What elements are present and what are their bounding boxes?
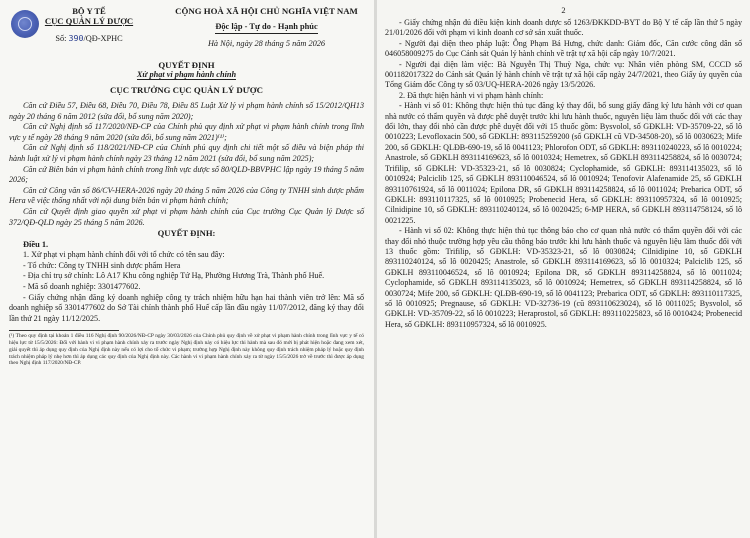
date-month: 5 bbox=[285, 39, 291, 48]
official-seal-icon bbox=[11, 10, 39, 38]
date-month-label: tháng bbox=[264, 39, 284, 48]
article-1-heading: Điều 1. bbox=[23, 240, 49, 250]
decision-subtitle-text: Xử phạt vi phạm hành chính bbox=[136, 70, 237, 79]
page-2 bbox=[377, 0, 750, 538]
page-1 bbox=[0, 0, 374, 538]
organization-address: - Địa chỉ trụ sở chính: Lô A17 Khu công nghiệp Tứ Hạ, Phường Hương Trà, Thành phố Huế. bbox=[23, 271, 325, 281]
violations-heading: 2. Đã thực hiện hành vi vi phạm hành chính: bbox=[399, 90, 544, 100]
footnote: (¹) Theo quy định tại khoản 1 điều 116 Nghị định 90/2026/NĐ-CP ngày 30/03/2026 của Chính phủ quy định về xử phạt vi phạm hành chính trong lĩnh vực y tế có hiệu lực từ 15/5/2026: Đối với hành vi vi phạm hành chính xảy ra trước ngày Nghị định này có hiệu lực thi hành mà sau đó mới bị phát hiện hoặc đang xem xét, giải quyết thì áp dụng quy định của Nghị định này nếu có lợi cho tổ chức vi phạm; trường hợp Nghị định này không quy định trách nhiệm pháp lý hoặc quy định trách nhiệm pháp lý nhẹ hơn thì áp dụng các quy định của Nghị định này. Các hành vi vi phạm hành chính xảy ra từ ngày 15/5/2026 trở về trước thì được áp dụng theo Nghị định 117/2020/NĐ-CP. bbox=[9, 333, 364, 367]
organization-name: - Tổ chức: Công ty TNHH sinh dược phẩm Hera bbox=[23, 260, 181, 270]
issuing-authority: CỤC TRƯỞNG CỤC QUẢN LÝ DƯỢC bbox=[110, 85, 263, 95]
pharma-business-certificate: - Giấy chứng nhận đủ điều kiện kinh doanh dược số 1263/ĐKKDD-BYT do Bộ Y tế cấp lần thứ 5 ngày 21/01/2026 đối với phạm vi kinh doanh cơ sở sản xuất thuốc. bbox=[385, 18, 742, 38]
issuer-block bbox=[9, 6, 169, 43]
enterprise-code: - Mã số doanh nghiệp: 3301477602. bbox=[23, 281, 141, 291]
doc-no-prefix: Số: bbox=[55, 34, 67, 43]
date-year: năm 2026 bbox=[292, 39, 326, 48]
nation-title: CỘNG HOÀ XÃ HỘI CHỦ NGHĨA VIỆT NAM bbox=[175, 6, 358, 16]
decision-subtitle bbox=[9, 70, 364, 79]
issue-date bbox=[169, 39, 364, 48]
legal-basis-6: Căn cứ Quyết định giao quyền xử phạt vi phạm hành chính của Cục trưởng Cục Quản lý Dược số 372/QĐ-QLD ngày 25 tháng 5 năm 2026. bbox=[9, 206, 364, 227]
date-day: 28 bbox=[254, 39, 263, 48]
working-representative: - Người đại diện làm việc: Bà Nguyễn Thị Thuỳ Nga, chức vụ: Nhân viên phòng SM, CCCD số 001182017322 do Cảnh sát Quản lý hành chính về trật tự xã hội cấp ngày 24/7/2021, theo Giấy ủy quyền của Tổng Giám đốc Công ty số 03/UQ-HERA-2026 ngày 13/5/2026. bbox=[385, 59, 742, 90]
national-block bbox=[169, 6, 364, 48]
document-header bbox=[9, 6, 364, 58]
agency-row bbox=[9, 16, 169, 29]
date-prefix: Hà Nội, ngày bbox=[207, 39, 253, 48]
doc-no-handwritten: 390 bbox=[68, 33, 84, 43]
violation-2: - Hành vi số 02: Không thực hiện thủ tục thông báo cho cơ quan nhà nước có thẩm quyền đối với các thay đổi nhỏ thuộc trường hợp yêu cầu thông báo trước khi lưu hành thuốc và nguyên liệu làm thuốc đối với 13 thuốc gồm: Trifilip, số GĐKLH: VD-35323-21, số lô 0030824; Cilnidipine 10, số GĐKLH 893110240124, số lô 0020425; Anastrole, số GĐKLH 893114169623, số lô 0010324; Palciclib 125, số GĐKLH 893110046524, số lô 0010924; Epilona DR, số GĐKLH 893114258824, số lô 0011024; Cyclophamide, số GĐKLH 893114135023, số lô 0010924; Hemetrex, số GĐKLH 893114258824, số lô 0030724; Mife 200, số GĐKLH: QLĐB-690-19, số lô 0041123; Prebarica ODT, số GĐKLH: 893110117325, số lô 0010925; Pregnause, số GĐKLH: VD-32736-19 (cũ 893110623024), số lô 0011025; Bysvolol, số GĐKLH: VD-35709-22, số lô 0010223; Heraprostol, số GĐKLH: 893110225823, số lô 0010424; Probenecid Hera, số GĐKLH: 893110957324, số lô 0010925. bbox=[385, 226, 742, 329]
legal-basis-3: Căn cứ Nghị định số 118/2021/NĐ-CP của Chính phủ quy định chi tiết một số điều và biện pháp thi hành luật xử lý vi phạm hành chính ngày 23 tháng 12 năm 2021 (sửa đổi, bổ sung năm 2025); bbox=[9, 143, 364, 163]
legal-basis-2: Căn cứ Nghị định số 117/2020/NĐ-CP của Chính phủ quy định xử phạt vi phạm hành chính trong lĩnh vực y tế ngày 28 tháng 9 năm 2020 (sửa đổi, bổ sung năm 2021)⁽¹⁾; bbox=[9, 122, 364, 142]
decides-heading: QUYẾT ĐỊNH: bbox=[157, 228, 216, 239]
ministry-name: BỘ Y TẾ bbox=[72, 6, 106, 16]
violation-1: - Hành vi số 01: Không thực hiện thủ tục đăng ký thay đổi, bổ sung giấy đăng ký lưu hành với cơ quan nhà nước có thẩm quyền và được phê duyệt trước khi lưu hành thuốc, nguyên liệu làm thuốc đối với các thay đổi lớn, thay đổi nhỏ cần được phê duyệt đối với 15 thuốc gồm: Bysvolol, số GĐKLH: VD-35709-22, số lô 0010223; Levofloxacin 500, số GĐKLH: 893115259200 (số GĐKLH cũ VD-34508-20), số lô 0030623; Mife 200, số GĐKLH: QLĐB-690-19, số lô 0041123; Phlorofon ODT, số GĐKLH: 893110240223, số lô 0010224; Anastrole, số GĐKLH 893114169623, số lô 0010324; Hemetrex, số GĐKLH 893114258824, số lô 0030724; Trifilip, số GĐKLH: VD-35323-21, số lô 0030824; Cyclophamide, số GĐKLH: 893114135023, số lô 0010924; Palciclib 125, số GĐKLH 893110046524, số lô 0010924; Tenofovir Alafenamide 25, số GĐKLH 893110761924, số lô 0011024; Epilona DR, số GĐKLH 893114258824, số lô 0011024; Prebarica ODT, số GĐKLH: 893110117325, số lô 0010925; Probenecid Hera, số GĐKLH: 893110957324, số lô 0010925; Cilnidipine 10, số GĐKLH: 893110240124, số lô 0020425; 6-MP HERA, số GĐKLH 893114758124, số lô 0021225. bbox=[385, 101, 742, 225]
agency-name: CỤC QUẢN LÝ DƯỢC bbox=[44, 16, 134, 26]
legal-basis-1: Căn cứ Điều 57, Điều 68, Điều 70, Điều 78, Điều 85 Luật Xử lý vi phạm hành chính số 15/2012/QH13 ngày 20 tháng 6 năm 2012 (sửa đổi, bổ sung năm 2020); bbox=[9, 101, 364, 121]
legal-representative: - Người đại diện theo pháp luật: Ông Phạm Bá Hưng, chức danh: Giám đốc, Căn cước công dân số 046058009275 do Cục Cảnh sát Quản lý hành chính về trật tự xã hội cấp ngày 10/7/2021. bbox=[385, 38, 742, 59]
page-number: 2 bbox=[561, 6, 566, 15]
seal-inner bbox=[18, 17, 32, 31]
doc-no-suffix: /QĐ-XPHC bbox=[83, 34, 123, 43]
national-motto: Độc lập - Tự do - Hạnh phúc bbox=[215, 21, 317, 34]
penalty-intro: 1. Xử phạt vi phạm hành chính đối với tổ chức có tên sau đây: bbox=[23, 250, 225, 260]
legal-basis-5: Căn cứ Công văn số 86/CV-HERA-2026 ngày 20 tháng 5 năm 2026 của Công ty TNHH sinh dược phẩm Hera về việc thống nhất với nội dung biên bản vi phạm hành chính; bbox=[9, 185, 364, 206]
business-registration: - Giấy chứng nhận đăng ký doanh nghiệp công ty trách nhiệm hữu hạn hai thành viên trở lên: Mã số doanh nghiệp số 3301477602 do Sở Tài chính thành phố Huế cấp lần đầu ngày 11/07/2012, đăng ký thay đổi lần thứ 21 ngày 11/12/2025. bbox=[9, 292, 364, 323]
decision-title: QUYẾT ĐỊNH bbox=[158, 60, 215, 70]
legal-basis-4: Căn cứ Biên bản vi phạm hành chính trong lĩnh vực dược số 80/QLD-BBVPHC lập ngày 19 tháng 5 năm 2026; bbox=[9, 164, 364, 185]
footnote-divider bbox=[9, 330, 119, 331]
